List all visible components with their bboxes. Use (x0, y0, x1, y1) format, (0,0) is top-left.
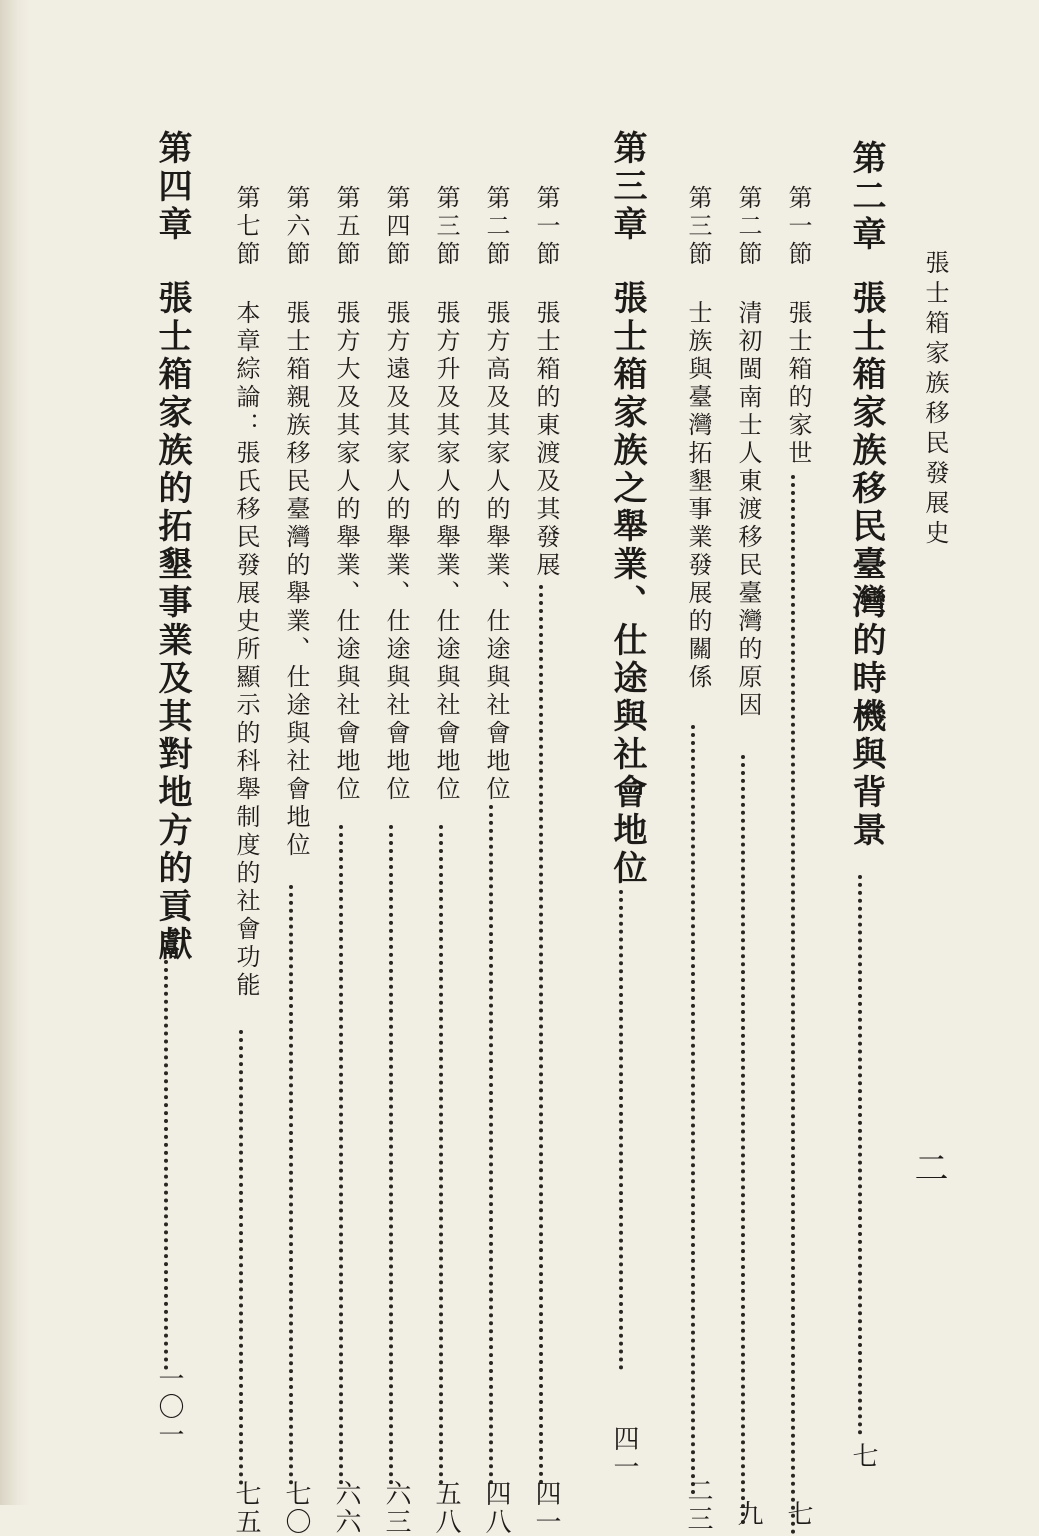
toc-entry-ch2-section-3[interactable] (681, 185, 716, 1533)
page-ref: 七五 (231, 1480, 261, 1536)
toc-entry-ch3-section-7[interactable] (229, 185, 264, 1536)
page-ref: 七 (848, 1442, 878, 1470)
page-ref: 六六 (331, 1480, 361, 1536)
section-title: 張方高及其家人的舉業、仕途與社會地位 (482, 300, 510, 804)
toc-entry-chapter-2[interactable] (842, 140, 891, 1470)
section-title: 張士箱親族移民臺灣的舉業、仕途與社會地位 (282, 300, 310, 860)
section-title: 張士箱的家世 (784, 300, 812, 468)
section-label: 第二節 (734, 185, 762, 269)
section-title: 張方大及其家人的舉業、仕途與社會地位 (332, 300, 360, 804)
toc-entry-ch3-section-5[interactable] (329, 185, 364, 1536)
leader-dots (339, 825, 347, 1485)
toc-entry-chapter-3[interactable] (603, 130, 652, 1481)
leader-dots (619, 890, 627, 1370)
leader-dots (741, 755, 749, 1525)
toc-entry-chapter-4[interactable] (148, 130, 197, 1449)
page-ref: 二三 (683, 1477, 713, 1533)
section-label: 第一節 (532, 185, 560, 269)
section-label: 第六節 (282, 185, 310, 269)
page-ref: 四八 (481, 1480, 511, 1536)
leader-dots (439, 825, 447, 1485)
running-head-text: 張士箱家族移民發展史 (921, 250, 949, 550)
section-label: 第四節 (382, 185, 410, 269)
page-ref: 七 (783, 1500, 813, 1528)
toc-entry-ch2-section-2[interactable] (731, 185, 766, 1528)
page-ref: 九 (733, 1500, 763, 1528)
leader-dots (858, 875, 866, 1435)
toc-entry-ch3-section-6[interactable] (279, 185, 314, 1536)
toc-entry-ch3-section-1[interactable] (529, 185, 564, 1536)
page-gutter-shadow (0, 0, 30, 1505)
section-title: 張方遠及其家人的舉業、仕途與社會地位 (382, 300, 410, 804)
section-title: 清初閩南士人東渡移民臺灣的原因 (734, 300, 762, 720)
section-title: 本章綜論：張氏移民發展史所顯示的科舉制度的社會功能 (232, 300, 260, 1000)
page-ref: 四一 (531, 1480, 561, 1536)
page-ref: 六三 (381, 1480, 411, 1536)
toc-entry-ch3-section-4[interactable] (379, 185, 414, 1536)
leader-dots (539, 585, 547, 1485)
section-label: 第三節 (432, 185, 460, 269)
folio-text: 二 (908, 1150, 948, 1184)
chapter-label: 第三章 (607, 130, 647, 244)
leader-dots (489, 805, 497, 1485)
section-label: 第五節 (332, 185, 360, 269)
page-ref: 五八 (431, 1480, 461, 1536)
chapter-title: 張士箱家族之舉業、仕途與社會地位 (607, 280, 647, 888)
section-label: 第三節 (684, 185, 712, 269)
page-ref: 四一 (609, 1425, 639, 1481)
section-label: 第七節 (232, 185, 260, 269)
chapter-title: 張士箱家族移民臺灣的時機與背景 (846, 280, 886, 850)
section-title: 張方升及其家人的舉業、仕途與社會地位 (432, 300, 460, 804)
toc-entry-ch3-section-3[interactable] (429, 185, 464, 1536)
section-label: 第一節 (784, 185, 812, 269)
section-label: 第二節 (482, 185, 510, 269)
chapter-title: 張士箱家族的拓墾事業及其對地方的貢獻 (152, 280, 192, 964)
section-title: 張士箱的東渡及其發展 (532, 300, 560, 580)
page-number (904, 1150, 953, 1184)
chapter-label: 第二章 (846, 140, 886, 254)
leader-dots (691, 725, 699, 1495)
leader-dots (289, 885, 297, 1485)
leader-dots (239, 1030, 247, 1485)
page-ref: 七〇 (281, 1480, 311, 1536)
running-head (918, 250, 953, 550)
toc-entry-ch2-section-1[interactable] (781, 185, 816, 1528)
section-title: 士族與臺灣拓墾事業發展的關係 (684, 300, 712, 692)
leader-dots (389, 825, 397, 1485)
leader-dots (164, 960, 172, 1370)
toc-entry-ch3-section-2[interactable] (479, 185, 514, 1536)
leader-dots (791, 475, 799, 1535)
page-ref: 一〇一 (154, 1365, 184, 1449)
chapter-label: 第四章 (152, 130, 192, 244)
